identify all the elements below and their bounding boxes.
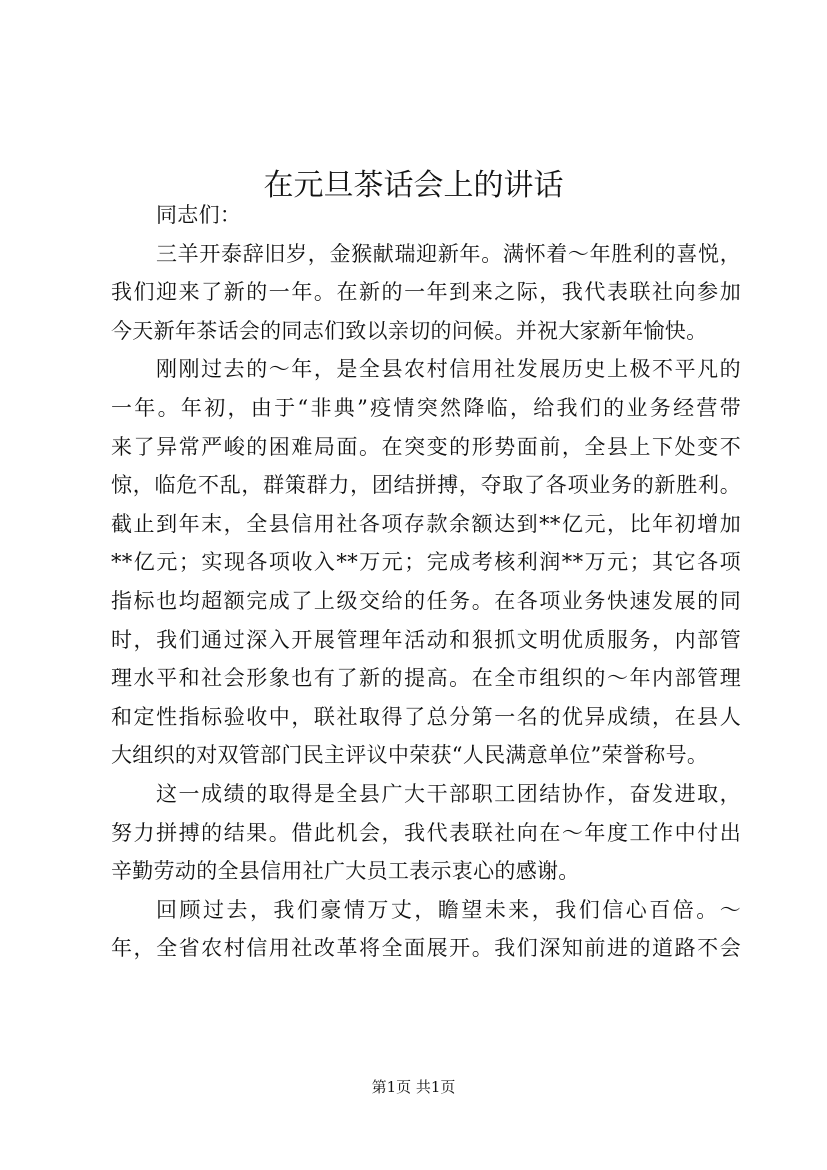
text-line: 大组织的对双管部门民主评议中荣获“人民满意单位”荣誉称号。: [111, 743, 709, 768]
document-title: 在元旦茶话会上的讲话: [263, 168, 564, 204]
text-line: **亿元；实现各项收入**万元；完成考核利润**万元；其它各项: [111, 550, 741, 575]
paragraph-salutation: [111, 196, 741, 235]
text-line: 努力拼搏的结果。借此机会，我代表联社向在～年度工作中付出: [111, 820, 741, 845]
text-line: 时，我们通过深入开展管理年活动和狠抓文明优质服务，内部管: [111, 627, 741, 652]
text-line: 一年。年初，由于“非典”疫情突然降临，给我们的业务经营带: [111, 395, 741, 420]
text-line: 这一成绩的取得是全县广大干部职工团结协作，奋发进取，: [156, 781, 741, 806]
text-line: 惊，临危不乱，群策群力，团结拼搏，夺取了各项业务的新胜利。: [111, 473, 741, 498]
paragraph-review: [111, 350, 741, 775]
page-number: 第1页 共1页: [371, 1078, 456, 1096]
text-line: 指标也均超额完成了上级交给的任务。在各项业务快速发展的同: [111, 588, 741, 613]
text-line: 来了异常严峻的困难局面。在突变的形势面前，全县上下处变不: [111, 434, 741, 459]
text-line: 理水平和社会形象也有了新的提高。在全市组织的～年内部管理: [111, 666, 741, 691]
paragraph-thanks: [111, 775, 741, 891]
text-line: 截止到年末，全县信用社各项存款余额达到**亿元，比年初增加: [111, 511, 741, 536]
text-line: 辛勤劳动的全县信用社广大员工表示衷心的感谢。: [111, 859, 580, 884]
text-line: 三羊开泰辞旧岁，金猴献瑞迎新年。满怀着～年胜利的喜悦，: [156, 241, 741, 266]
text-line: 刚刚过去的～年，是全县农村信用社发展历史上极不平凡的: [156, 357, 741, 382]
text-line: 年，全省农村信用社改革将全面展开。我们深知前进的道路不会: [111, 936, 741, 961]
paragraph-outlook: [111, 891, 741, 968]
text-line: 今天新年茶话会的同志们致以亲切的问候。并祝大家新年愉快。: [111, 318, 708, 343]
document-body: [111, 196, 741, 968]
paragraph-greeting: [111, 235, 741, 351]
text-line: 同志们：: [156, 203, 242, 227]
text-line: 回顾过去，我们豪情万丈，瞻望未来，我们信心百倍。～: [156, 897, 741, 922]
text-line: 和定性指标验收中，联社取得了总分第一名的优异成绩，在县人: [111, 704, 741, 729]
text-line: 我们迎来了新的一年。在新的一年到来之际，我代表联社向参加: [111, 280, 741, 305]
